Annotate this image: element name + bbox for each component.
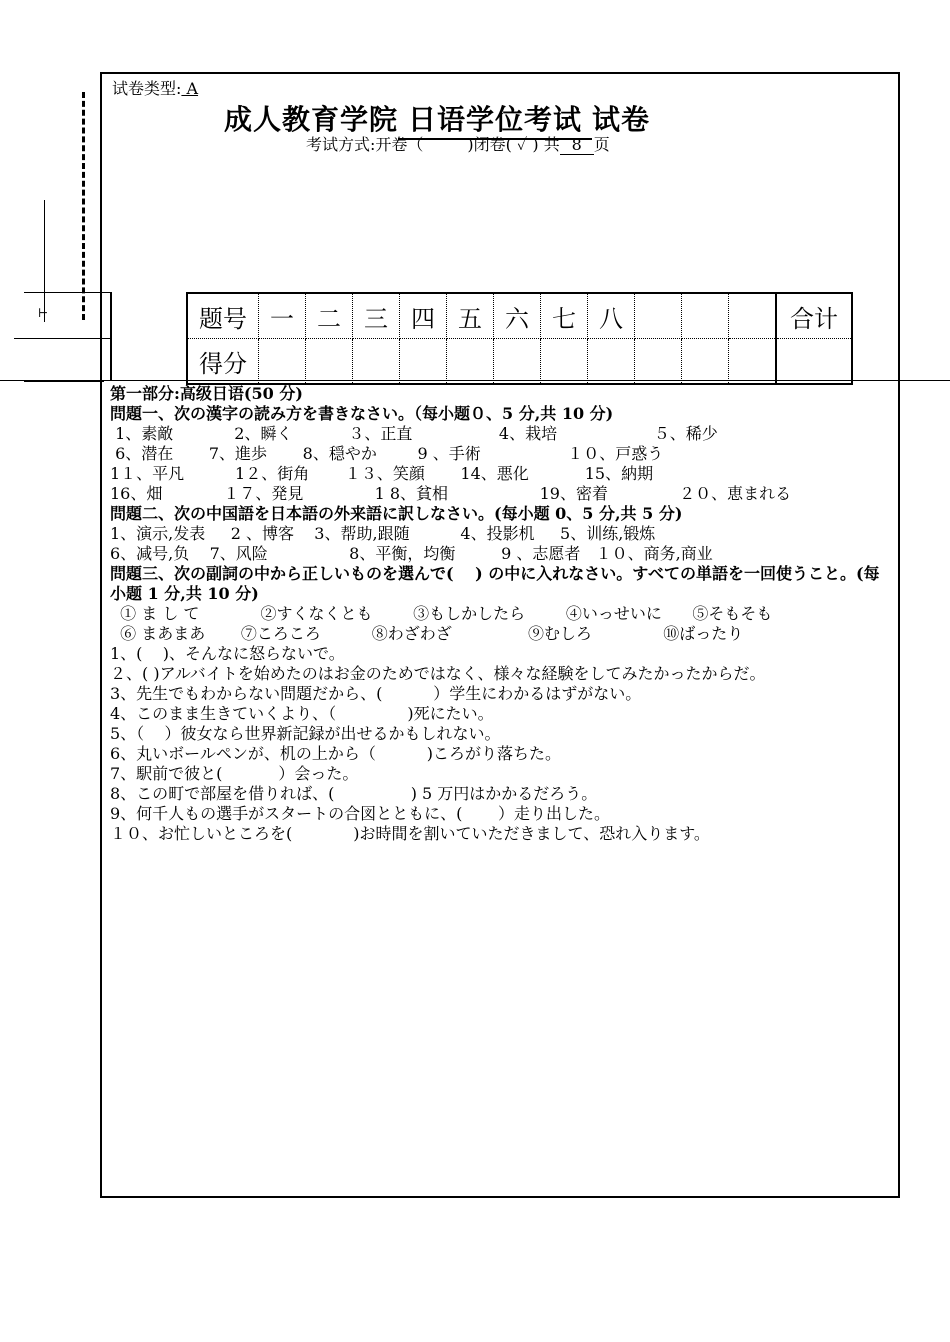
score-table-row <box>187 293 852 339</box>
section-title: 第一部分:高级日语(50 分) <box>110 384 303 403</box>
score-cell[interactable] <box>541 339 588 385</box>
paper-type-label: 试卷类型: <box>112 79 182 98</box>
binding-line <box>14 338 110 339</box>
score-cell[interactable] <box>259 339 306 385</box>
paper-type <box>112 76 198 99</box>
total-score-cell[interactable] <box>776 339 852 385</box>
question-number-cell: 五 <box>447 293 494 339</box>
question-title: 問題一、次の漢字の読み方を書きなさい。（每小题０、5 分,共 10 分) <box>110 404 614 423</box>
page-count: 8 <box>560 135 594 155</box>
question-number-cell: 八 <box>588 293 635 339</box>
score-cell[interactable] <box>729 339 777 385</box>
question-number-header: 题号 <box>187 293 259 339</box>
binding-line <box>24 381 104 382</box>
binding-dashed-line <box>82 92 85 320</box>
title-suffix: 试卷 <box>592 103 651 136</box>
score-table-row <box>187 339 852 385</box>
question-title: 問題三、次の副詞の中から正しいものを選んで( ) の中に入れなさい。すべての単語を一回使うこと。(每小题 1 分,共 10 分) <box>110 564 880 603</box>
score-cell[interactable] <box>588 339 635 385</box>
question-row: 16、畑 １７、発見 1 8、貧相 19、密着 ２０、恵まれる <box>110 484 792 503</box>
total-header: 合计 <box>776 293 852 339</box>
score-cell[interactable] <box>635 339 682 385</box>
question-row: 6、减号,负 7、风险 8、平衡，均衡 9 、志愿者 １０、商务,商业 <box>110 544 713 563</box>
question-item: 7、駅前で彼と( ）会った。 <box>110 764 359 783</box>
question-number-cell: 六 <box>494 293 541 339</box>
question-item: 9、何千人もの選手がスタートの合図とともに、( ）走り出した。 <box>110 804 611 823</box>
score-cell[interactable] <box>306 339 353 385</box>
question-row: 1１、平凡 1２、街角 １３、笑顔 14、悪化 15、納期 <box>110 464 654 483</box>
exam-mode-open: 考试方式:开卷（ <box>306 135 424 154</box>
divider <box>0 380 950 381</box>
question-number-cell <box>729 293 777 339</box>
question-number-cell: 四 <box>400 293 447 339</box>
option-row: ① ま し て ②すくなくとも ③もしかしたら ④いっせいに ⑤そもそも <box>110 604 773 623</box>
score-cell[interactable] <box>447 339 494 385</box>
binding-line <box>24 292 110 293</box>
question-number-cell <box>682 293 729 339</box>
question-item: １０、お忙しいところを( )お時間を割いていただきまして、恐れ入ります。 <box>110 824 710 843</box>
score-table <box>186 292 853 385</box>
score-cell[interactable] <box>494 339 541 385</box>
exam-mode-closed: )闭卷( ✓ ) 共 <box>467 135 560 154</box>
question-number-cell <box>635 293 682 339</box>
question-title: 問題二、次の中国語を日本語の外来語に訳しなさい。(每小题 0、5 分,共 5 分) <box>110 504 683 523</box>
exam-content <box>110 384 894 844</box>
question-item: ２、( )アルバイトを始めたのはお金のためではなく、様々な経験をしてみたかったからだ。 <box>110 664 766 683</box>
question-item: 5、（ ）彼女なら世界新記録が出せるかもしれない。 <box>110 724 501 743</box>
title-subject: 日语学位考试 <box>398 98 592 140</box>
question-row: 1、演示,发表 2 、博客 3、帮助,跟随 4、投影机 5、训练,锻炼 <box>110 524 656 543</box>
score-header: 得分 <box>187 339 259 385</box>
page-unit: 页 <box>593 135 610 154</box>
question-item: 3、先生でもわからない問題だから、( ）学生にわかるはずがない。 <box>110 684 642 703</box>
binding-mark-icon: ⊢ <box>38 306 49 320</box>
score-cell[interactable] <box>400 339 447 385</box>
question-item: 1、( )、そんなに怒らないで。 <box>110 644 345 663</box>
title-school: 成人教育学院 <box>224 103 399 136</box>
exam-mode <box>306 132 610 155</box>
question-number-cell: 二 <box>306 293 353 339</box>
score-cell[interactable] <box>682 339 729 385</box>
question-row: 6、潜在 7、進歩 8、穏やか 9 、手術 １０、戸惑う <box>110 444 664 463</box>
question-item: 6、丸いボールペンが、机の上から（ )ころがり落ちた。 <box>110 744 561 763</box>
binding-line <box>44 200 45 322</box>
question-number-cell: 三 <box>353 293 400 339</box>
score-cell[interactable] <box>353 339 400 385</box>
question-item: 4、このまま生きていくより、（ )死にたい。 <box>110 704 494 723</box>
option-row: ⑥ まあまあ ⑦ころころ ⑧わざわざ ⑨むしろ ⑩ばったり <box>110 624 744 643</box>
paper-type-value: A <box>181 79 199 98</box>
question-row: 1、素敵 2、瞬く ３、正直 4、栽培 ５、稀少 <box>110 424 718 443</box>
question-item: 8、この町で部屋を借りれば、( ) 5 万円はかかるだろう。 <box>110 784 598 803</box>
question-number-cell: 七 <box>541 293 588 339</box>
question-number-cell: 一 <box>259 293 306 339</box>
binding-line <box>110 292 112 380</box>
